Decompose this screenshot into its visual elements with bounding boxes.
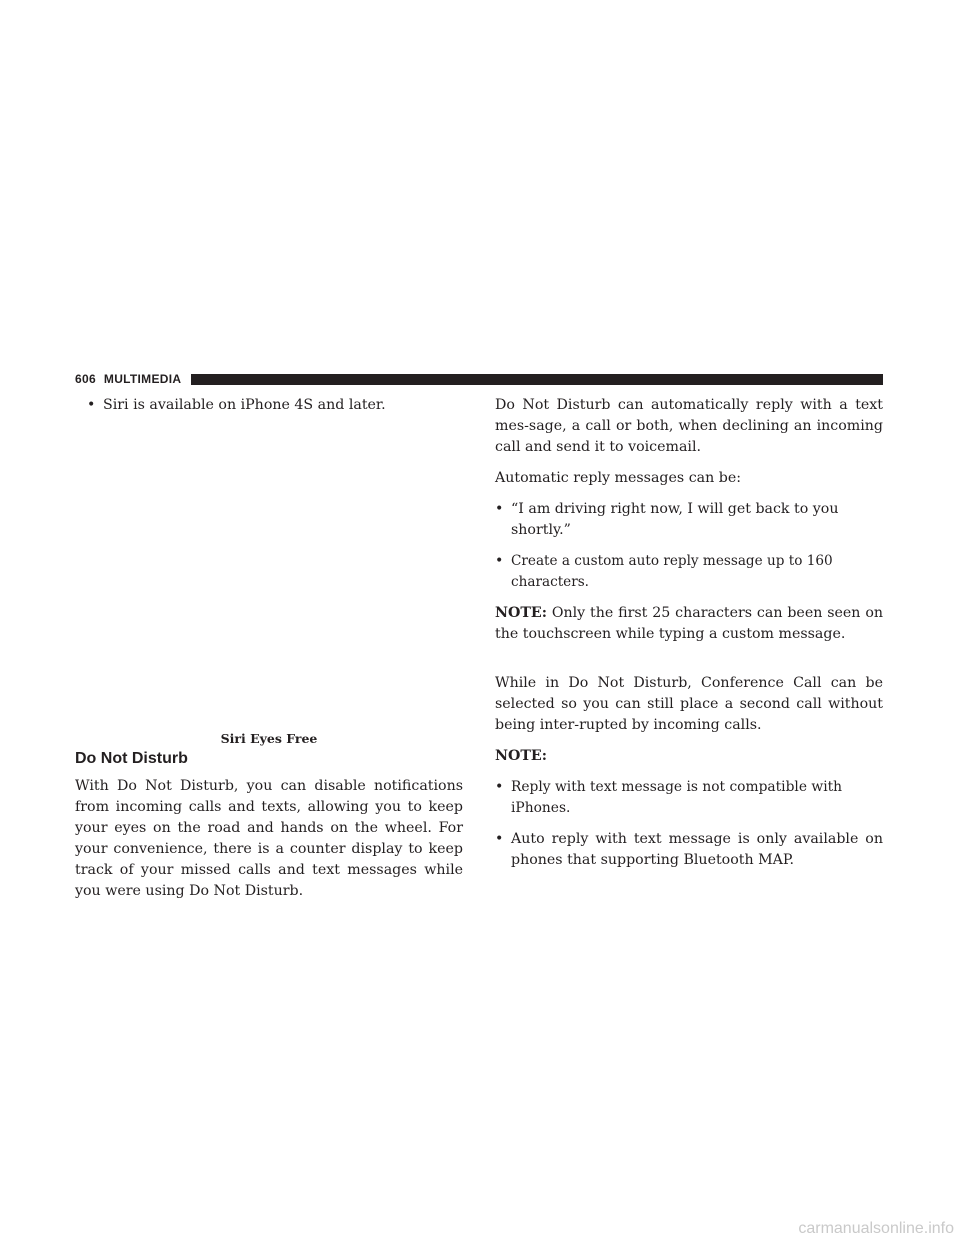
section-title: MULTIMEDIA [103, 372, 182, 386]
note-label: NOTE: [495, 748, 547, 764]
body-paragraph: Automatic reply messages can be: [495, 470, 742, 486]
bullet-dot: • [495, 831, 504, 847]
section-heading: Do Not Disturb [75, 750, 188, 767]
bullet-text: Siri is available on iPhone 4S and later. [103, 397, 386, 413]
page-header [75, 372, 883, 386]
right-column [495, 395, 883, 871]
bullet-dot: • [495, 779, 504, 795]
body-paragraph: Do Not Disturb can automatically reply with a text mes-sage, a call or both, when declining an incoming call and send it to voicemail. [495, 397, 883, 455]
bullet-item [495, 551, 883, 593]
bullet-dot: • [495, 501, 504, 517]
left-column-top [75, 395, 463, 416]
note-paragraph [495, 603, 883, 645]
bullet-text: Auto reply with text message is only available on phones that supporting Bluetooth MAP. [511, 831, 883, 868]
header-rule [191, 374, 883, 385]
bullet-dot: • [87, 397, 96, 413]
bullet-item [495, 777, 883, 819]
left-paragraph [75, 776, 463, 902]
note-label: NOTE: [495, 605, 547, 621]
bullet-item [495, 829, 883, 871]
body-paragraph: With Do Not Disturb, you can disable notifications from incoming calls and texts, allowing you to keep your eyes on the road and hands on the wheel. For your convenience, there is a counter display to keep track of your missed calls and text messages while you were using Do Not Disturb. [75, 778, 463, 899]
page-number: 606 [75, 372, 96, 386]
bullet-dot: • [495, 553, 504, 569]
bullet-text: Create a custom auto reply message up to 160 characters. [511, 553, 833, 590]
bullet-text: “I am driving right now, I will get back to you shortly.” [511, 501, 839, 538]
watermark-link[interactable]: carmanualsonline.info [798, 1220, 954, 1237]
figure-caption: Siri Eyes Free [220, 731, 318, 746]
bullet-text: Reply with text message is not compatible with iPhones. [511, 779, 843, 816]
note-text: Only the first 25 characters can been seen on the touchscreen while typing a custom message. [495, 605, 884, 642]
bullet-item [495, 499, 883, 541]
body-paragraph: While in Do Not Disturb, Conference Call can be selected so you can still place a second call without being inter-rupted by incoming calls. [495, 675, 883, 733]
bullet-item [75, 395, 463, 416]
